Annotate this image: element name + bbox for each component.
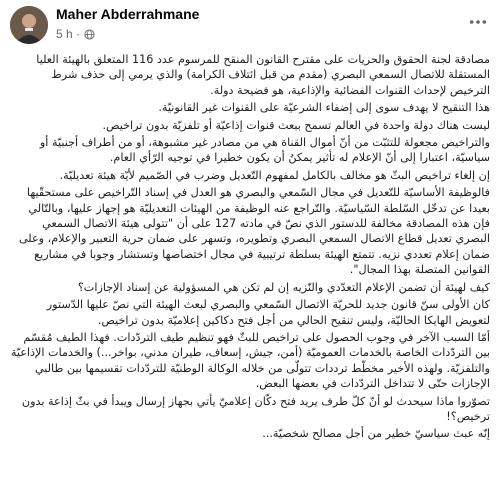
post-paragraph: تصوّروا ماذا سيحدث لو أنّ كلّ طرف يريد فتح دكّان إعلاميّ يأتي بجهاز إرسال ويبدأ في بثّ إذاعة بدون ترخيص؟! xyxy=(21,394,490,423)
author-name[interactable]: Maher Abderrahmane xyxy=(56,6,200,22)
post-paragraph: ليست هناك دولة واحدة في العالم تسمح ببعث قنوات إذاعيّة أو تلفزيّة بدون تراخيص. xyxy=(102,118,490,132)
avatar-image xyxy=(10,6,48,44)
post-paragraph: مصادقة لجنة الحقوق والحريات على مقترح القانون المنقح للمرسوم عدد 116 المتعلق بالهيئة العليا المستقلة للاتصال السمعي البصري (مقدم من قبل ائتلاف الكرامة) والذي يرمي إلى حذف شرط الترخيص لإحداث القنوات الفضائية والإذاعية، هو فضيحة دولة. xyxy=(36,53,490,97)
post-paragraph: أمّا السبب الآخر في وجوب الحصول على تراخيص للبثّ فهو تنظيم طيف التردّدات. فهذا الطيف مُقسّم بين التردّدات الخاصة بالخدمات العموميّة (أمن، جيش، إسعاف، طيران مدني، بواخر...) والخدمات الإذاعيّة والتلفزيّة. ولهذه الأخير مخطّط ترددات تتولّى من خلاله الوكالة الوطنيّة للتردّدات تقسيمها بين طالبي الإجازات حتّى لا تتداخل التردّدات في بعضها البعض. xyxy=(10,330,490,391)
post-paragraph: كان الأولى سنّ قانون جديد للحريّة الاتصال السّمعي والبصري لبعث الهيئة التي نصّ عليها الدّستور لتعويض الهايكا الحاليّة، وليس تنقيح الحالي من أجل فتح دكاكين إعلاميّة بدون تراخيص. xyxy=(46,298,490,327)
post-paragraph: إنّه عبث سياسيّ خطير من أجل مصالح شخصيّة... xyxy=(262,427,490,441)
post-paragraph: والتراخيص مجعولة للتثبّت من أنّ أموال القناة هي من مصادر غير مشبوهة، أو من أطراف أجنبيّة أو سياسيّة، اعتبارا إلى أنّ الإعلام له تأثير يمكنُ أن يكون خطيرا في توجيه الرّأي العام. xyxy=(39,136,490,165)
post-timestamp[interactable]: 5 h · xyxy=(56,27,81,41)
post-paragraph: فالوظيفة الأساسيّة للتّعديل في مجال السّمعي والبصري هو العدل في إسناد التّراخيص على مستحقّيها بعيدا عن تدخّل السّلطة السّياسيّة. والتّراجع عنه الوظيفة من الهيئات التعديليّة هو إجهاز عليها، وبالتّالي فإن هذه المصادقة مخالفة للدستور الذي نصّ في مادته 127 على أن "تتولى هيئة الاتصال السمعي البصري تعديل قطاع الاتصال السمعي البصري وتطويره، وتسهر على ضمان حرية التعبير والإعلام، وعلى ضمان إعلام تعددي نزيه. تتمتع الهيئة بسلطة ترتيبية في مجال اختصاصها وتستشار وجوبا في مشاريع القوانين المتصلة بهذا المجال". xyxy=(18,186,490,277)
post-meta xyxy=(56,27,95,41)
avatar[interactable] xyxy=(10,6,48,44)
globe-icon xyxy=(84,29,95,40)
post-paragraph: كيف لهيئة أن تضمن الإعلام التعدّدي والنّزيه إن لم تكن هي المسؤولية عن إسناد الإجازات؟ xyxy=(77,280,490,294)
post-paragraph: إن إلغاء تراخيص البثّ هو مخالف بالكامل لمفهوم التّعديل وضرب في الصّميم لأيّة هيئة تعديليّة. xyxy=(59,168,490,182)
post-header xyxy=(0,0,500,50)
post-body xyxy=(10,52,490,482)
more-options-icon[interactable] xyxy=(466,12,490,32)
post-paragraph: هذا التنقيح لا يهدف سوى إلى إضفاء الشرعيّة على القنوات غير القانونيّة. xyxy=(158,101,490,115)
